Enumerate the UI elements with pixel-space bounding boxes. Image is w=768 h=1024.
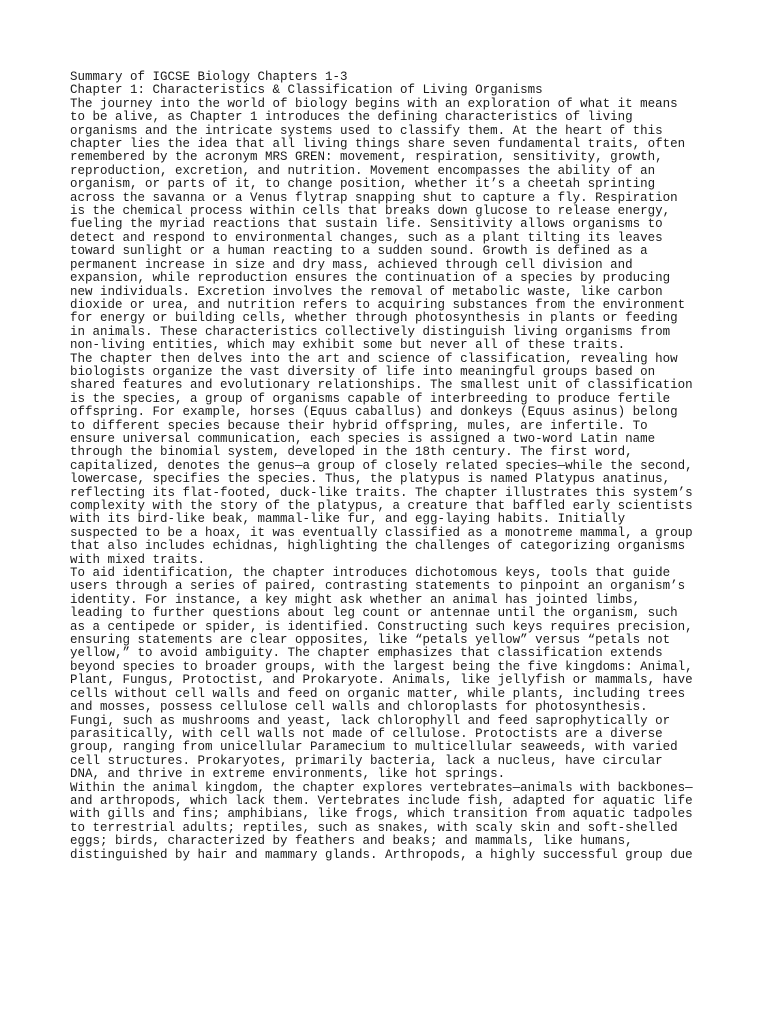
document-page [70,71,710,862]
document-title: Summary of IGCSE Biology Chapters 1-3 [70,70,348,84]
paragraph-dichotomous-keys: To aid identification, the chapter introduces dichotomous keys, tools that guide users through a series of paired, contrasting statements to pinpoint an organism’s identity. For instance, a key might ask whether an animal has jointed limbs, leading to further questions about leg count or antennae until the organism, such as a centipede or spider, is identified. Constructing such keys requires precision, ensuring statements are clear opposites, like “petals yellow” versus “petals not yellow,” to avoid ambiguity. The chapter emphasizes that classification extends beyond species to broader groups, with the largest being the five kingdoms: Animal, Plant, Fungus, Protoctist, and Prokaryote. Animals, like jellyfish or mammals, have cells without cell walls and feed on organic matter, while plants, including trees and mosses, possess cellulose cell walls and chloroplasts for photosynthesis. Fungi, such as mushrooms and yeast, lack chlorophyll and feed saprophytically or parasitically, with cell walls not made of cellulose. Protoctists are a diverse group, ranging from unicellular Paramecium to multicellular seaweeds, with varied cell structures. Prokaryotes, primarily bacteria, lack a nucleus, have circular DNA, and thrive in extreme environments, like hot springs. [70,566,693,782]
chapter-heading: Chapter 1: Characteristics & Classification of Living Organisms [70,83,543,98]
paragraph-characteristics: The journey into the world of biology begins with an exploration of what it means to be alive, as Chapter 1 introduces the defining characteristics of living organisms and the intricate systems used to classify them. At the heart of this chapter lies the idea that all living things share seven fundamental traits, often remembered by the acronym MRS GREN: movement, respiration, sensitivity, growth, reproduction, excretion, and nutrition. Movement encompasses the ability of an organism, or parts of it, to change position, whether it’s a cheetah sprinting across the savanna or a Venus flytrap snapping shut to capture a fly. Respiration is the chemical process within cells that breaks down glucose to release energy, fueling the myriad reactions that sustain life. Sensitivity allows organisms to detect and respond to environmental changes, such as a plant tilting its leaves toward sunlight or a human reacting to a sudden sound. Growth is defined as a permanent increase in size and dry mass, achieved through cell division and expansion, while reproduction ensures the continuation of a species by producing new individuals. Excretion involves the removal of metabolic waste, like carbon dioxide or urea, and nutrition refers to acquiring substances from the environment for energy or building cells, whether through photosynthesis in plants or feeding in animals. These characteristics collectively distinguish living organisms from non-living entities, which may exhibit some but never all of these traits. [70,96,686,353]
paragraph-classification: The chapter then delves into the art and science of classification, revealing how biologists organize the vast diversity of life into meaningful groups based on shared features and evolutionary relationships. The smallest unit of classification is the species, a group of organisms capable of interbreeding to produce fertile offspring. For example, horses (Equus caballus) and donkeys (Equus asinus) belong to different species because their hybrid offspring, mules, are infertile. To ensure universal communication, each species is assigned a two-word Latin name through the binomial system, developed in the 18th century. The first word, capitalized, denotes the genus—a group of closely related species—while the second, lowercase, specifies the species. Thus, the platypus is named Platypus anatinus, reflecting its flat-footed, duck-like traits. The chapter illustrates this system’s complexity with the story of the platypus, a creature that baffled early scientists with its bird-like beak, mammal-like fur, and egg-laying habits. Initially suspected to be a hoax, it was eventually classified as a monotreme mammal, a group that also includes echidnas, highlighting the challenges of categorizing organisms with mixed traits. [70,351,693,567]
paragraph-animal-kingdom: Within the animal kingdom, the chapter explores vertebrates—animals with backbones— and arthropods, which lack them. Vertebrates include fish, adapted for aquatic life with gills and fins; amphibians, like frogs, which transition from aquatic tadpoles to terrestrial adults; reptiles, such as snakes, with scaly skin and soft-shelled eggs; birds, characterized by feathers and beaks; and mammals, like humans, distinguished by hair and mammary glands. Arthropods, a highly successful group due [70,780,693,862]
